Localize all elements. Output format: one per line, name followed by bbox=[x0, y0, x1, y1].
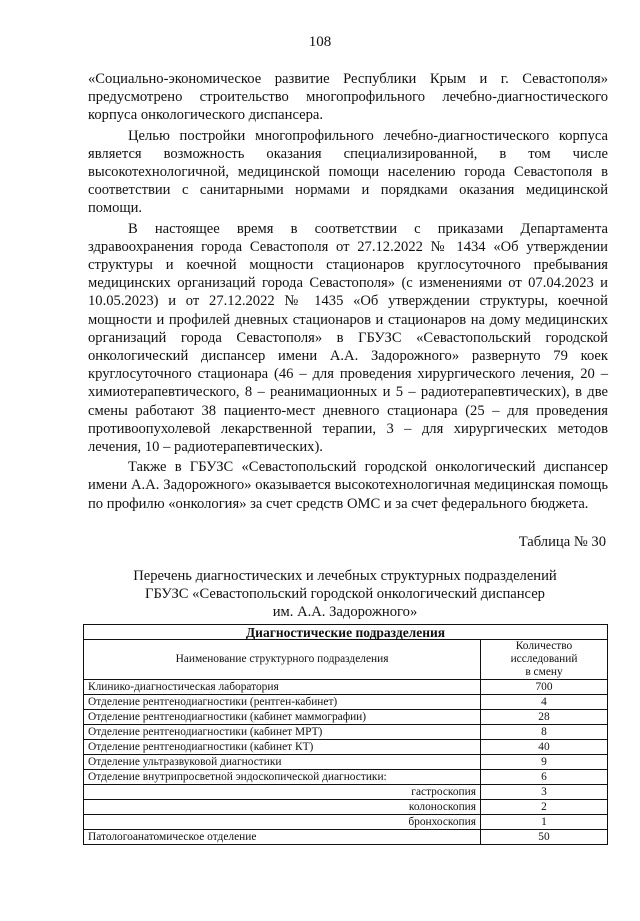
row-name: Отделение рентгенодиагностики (кабинет КТ) bbox=[84, 740, 481, 755]
paragraph: В настоящее время в соответствии с приказами Департамента здравоохранения города Севастополя от 27.12.2022 № 1434 «Об утверждении структуры и коечной мощности стационаров круглосуточного пребывания медицинских организаций города Севастополя» (с изменениями от 07.04.2023 и 10.05.2023) и от 27.12.2022 № 1435 «Об утверждении структуры, коечной мощности и профилей дневных стационаров и стационаров на дому медицинских организаций города Севастополя» в ГБУЗС «Севастопольский городской онкологический диспансер имени А.А. Задорожного» развернуто 79 коек круглосуточного стационара (46 – для проведения хирургического лечения, 20 – химиотерапевтического, 8 – реанимационных и 5 – радиотерапевтических), в две смены работают 38 пациенто-мест дневного стационара (25 – для проведения противоопухолевой лекарственной терапии, 3 – для хирургических методов лечения, 10 – радиотерапевтических). bbox=[88, 220, 608, 456]
body-text bbox=[88, 70, 608, 515]
row-value: 700 bbox=[481, 680, 608, 695]
row-value: 6 bbox=[481, 770, 608, 785]
row-name: колоноскопия bbox=[84, 800, 481, 815]
row-value: 1 bbox=[481, 815, 608, 830]
row-value: 2 bbox=[481, 800, 608, 815]
row-name: Клинико-диагностическая лаборатория bbox=[84, 680, 481, 695]
count-header-line: Количество bbox=[515, 640, 573, 652]
row-name: бронхоскопия bbox=[84, 815, 481, 830]
table-row bbox=[84, 680, 608, 695]
table-row bbox=[84, 710, 608, 725]
table-row bbox=[84, 800, 608, 815]
table-row bbox=[84, 785, 608, 800]
row-value: 3 bbox=[481, 785, 608, 800]
paragraph: Также в ГБУЗС «Севастопольский городской онкологический диспансер имени А.А. Задорожного» оказывается высокотехнологичная медицинская помощь по профилю «онкология» за счет средств ОМС и за счет федерального бюджета. bbox=[88, 459, 608, 512]
table-row bbox=[84, 755, 608, 770]
section-header-row bbox=[84, 625, 608, 640]
row-name: Отделение ультразвуковой диагностики bbox=[84, 755, 481, 770]
table-caption bbox=[80, 567, 610, 621]
row-value: 9 bbox=[481, 755, 608, 770]
count-column-header bbox=[481, 640, 608, 680]
row-name: гастроскопия bbox=[84, 785, 481, 800]
table-row bbox=[84, 695, 608, 710]
caption-line: ГБУЗС «Севастопольский городской онкологический диспансер bbox=[145, 586, 545, 602]
column-header-row bbox=[84, 640, 608, 680]
section-title: Диагностические подразделения bbox=[84, 625, 608, 640]
paragraph: «Социально-экономическое развитие Республики Крым и г. Севастополя» предусмотрено строительство многопрофильного лечебно-диагностического корпуса онкологического диспансера. bbox=[88, 71, 608, 124]
row-name: Отделение рентгенодиагностики (рентген-кабинет) bbox=[84, 695, 481, 710]
row-value: 40 bbox=[481, 740, 608, 755]
table-row bbox=[84, 725, 608, 740]
table-row bbox=[84, 740, 608, 755]
paragraph: Целью постройки многопрофильного лечебно-диагностического корпуса является возможность оказания специализированной, в том числе высокотехнологичной, медицинской помощи населению города Севастополя в соответствии с санитарными нормами и порядками оказания медицинской помощи. bbox=[88, 127, 608, 217]
caption-line: им. А.А. Задорожного» bbox=[272, 604, 418, 620]
row-name: Отделение внутрипросветной эндоскопической диагностики: bbox=[84, 770, 481, 785]
row-name: Отделение рентгенодиагностики (кабинет МРТ) bbox=[84, 725, 481, 740]
row-value: 8 bbox=[481, 725, 608, 740]
name-column-header: Наименование структурного подразделения bbox=[84, 640, 481, 680]
table-row bbox=[84, 830, 608, 845]
table-row bbox=[84, 815, 608, 830]
table-row bbox=[84, 770, 608, 785]
caption-line: Перечень диагностических и лечебных структурных подразделений bbox=[133, 568, 557, 584]
row-name: Патологоанатомическое отделение bbox=[84, 830, 481, 845]
page-number: 108 bbox=[308, 34, 332, 50]
row-name: Отделение рентгенодиагностики (кабинет маммографии) bbox=[84, 710, 481, 725]
table-label: Таблица № 30 bbox=[518, 534, 606, 550]
row-value: 4 bbox=[481, 695, 608, 710]
row-value: 50 bbox=[481, 830, 608, 845]
row-value: 28 bbox=[481, 710, 608, 725]
count-header-line: исследований bbox=[510, 653, 578, 665]
count-header-line: в смену bbox=[525, 666, 563, 678]
departments-table bbox=[83, 624, 608, 845]
